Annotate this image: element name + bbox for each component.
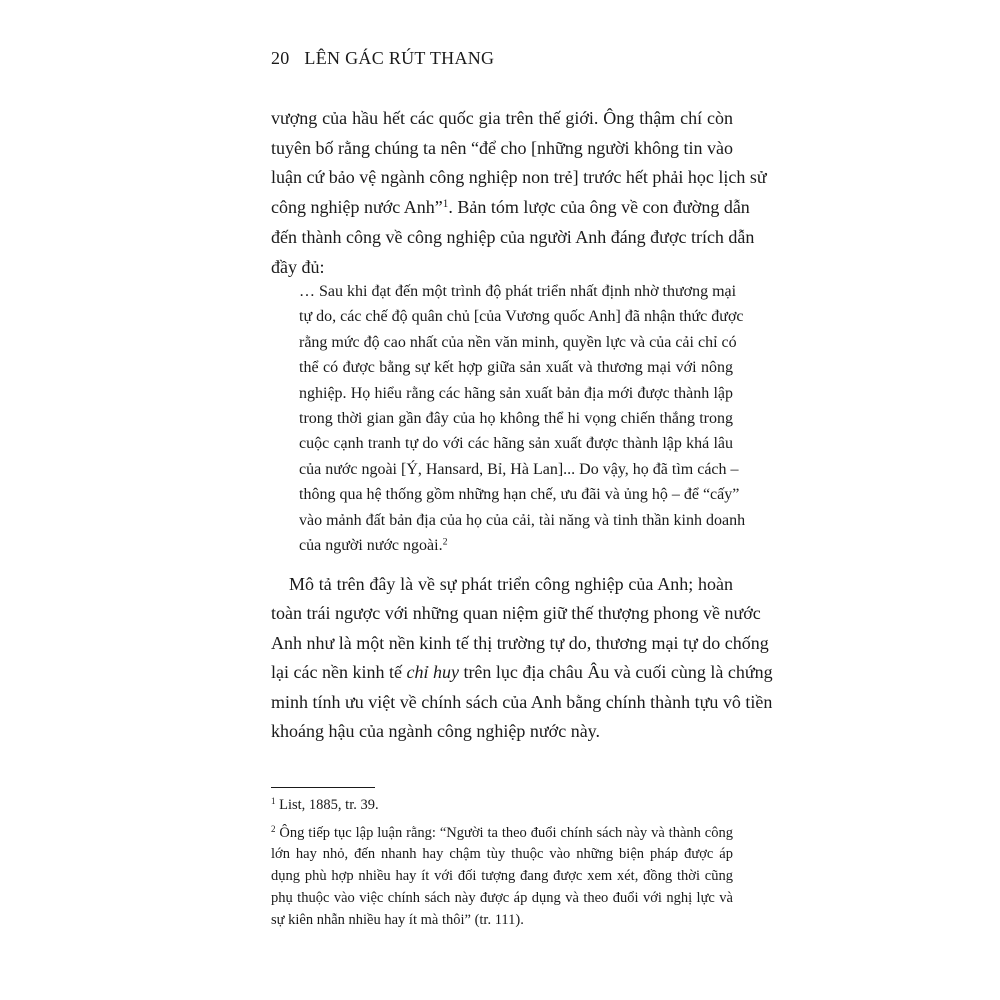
quote-line: cuộc cạnh tranh tự do với các hãng sản xuất được thành lập khá lâu: [299, 435, 733, 453]
text-segment: công nghiệp nước Anh”: [271, 197, 443, 218]
text-segment: của người nước ngoài.: [299, 537, 443, 555]
text-line: [271, 193, 750, 223]
text-line: toàn trái ngược với những quan niệm giữ thế thượng phong về nước: [271, 603, 761, 624]
footnote-line: dụng phù hợp nhiều hay ít với đối tượng đang được xem xét, đồng thời cũng: [271, 868, 733, 885]
footnote-separator: [271, 787, 375, 788]
text-line: khoáng hậu của ngành công nghiệp nước này.: [271, 721, 601, 742]
text-segment: trên lục địa châu Âu và cuối cùng là chứng: [458, 662, 773, 683]
quote-line: … Sau khi đạt đến một trình độ phát triển nhất định nhờ thương mại: [299, 283, 737, 300]
quote-line: rằng mức độ cao nhất của nền văn minh, quyền lực và của cải chỉ có: [299, 333, 737, 351]
footnote-line: phụ thuộc vào việc chính sách này được áp dụng và theo đuổi với nghị lực và: [271, 889, 733, 906]
text-line: Anh như là một nền kinh tế thị trường tự do, thương mại tự do chống: [271, 632, 769, 653]
text-line: [271, 658, 773, 687]
footnote-2: [271, 823, 733, 932]
running-header: [271, 48, 494, 69]
footnote-1: [271, 795, 733, 817]
text-line: đến thành công về công nghiệp của người Anh đáng được trích dẫn: [271, 226, 755, 247]
text-line: tuyên bố rằng chúng ta nên “để cho [những người không tin vào: [271, 137, 733, 158]
footnote-line: [271, 795, 733, 817]
text-segment: . Bản tóm lược của ông về con đường dẫn: [448, 197, 750, 218]
text-line: minh tính ưu việt về chính sách của Anh bằng chính thành tựu vô tiền: [271, 691, 773, 712]
quote-line: tự do, các chế độ quân chủ [của Vương quốc Anh] đã nhận thức được: [299, 308, 744, 326]
footnote-ref-1: 1: [442, 197, 449, 210]
footnote-ref-2: 2: [442, 536, 448, 548]
footnote-number: 2: [271, 823, 276, 834]
page-number: 20: [271, 48, 290, 68]
block-quote: [299, 279, 746, 558]
quote-line: nghiệp. Họ hiểu rằng các hãng sản xuất bản địa mới được thành lập: [299, 384, 733, 402]
text-segment: Ông tiếp tục lập luận rằng: “Người ta theo đuổi chính sách này và thành công: [279, 824, 733, 841]
footnotes: [271, 795, 733, 931]
text-line: vượng của hầu hết các quốc gia trên thế giới. Ông thậm chí còn: [271, 108, 733, 128]
footnote-line: [271, 823, 733, 845]
text-line: đầy đủ:: [271, 256, 325, 277]
text-segment: List, 1885, tr. 39.: [279, 797, 379, 813]
text-line: Mô tả trên đây là về sự phát triển công nghiệp của Anh; hoàn: [289, 574, 733, 594]
footnote-number: 1: [271, 796, 276, 807]
book-title: LÊN GÁC RÚT THANG: [304, 48, 495, 68]
quote-line: [299, 533, 733, 558]
quote-line: thông qua hệ thống gồm những hạn chế, ưu đãi và ủng hộ – để “cấy”: [299, 486, 740, 504]
quote-line: vào mảnh đất bản địa của họ của cải, tài năng và tinh thần kinh doanh: [299, 511, 746, 529]
text-line: luận cứ bảo vệ ngành công nghiệp non trẻ] trước hết phải học lịch sử: [271, 167, 767, 188]
footnote-line: sự kiên nhẫn nhiều hay ít mà thôi” (tr. 111).: [271, 911, 524, 928]
body-paragraph-1: [271, 104, 767, 282]
body-paragraph-2: [271, 570, 773, 746]
footnote-line: lớn hay nhỏ, đến nhanh hay chậm tùy thuộc vào những biện pháp được áp: [271, 846, 733, 863]
italic-term: chỉ huy: [406, 662, 459, 683]
quote-line: của nước ngoài [Ý, Hansard, Bỉ, Hà Lan]... Do vậy, họ đã tìm cách –: [299, 460, 739, 478]
text-segment: lại các nền kinh tế: [271, 662, 407, 683]
quote-line: trong thời gian gần đây của họ không thể hi vọng chiến thắng trong: [299, 410, 733, 428]
quote-line: thể có được bằng sự kết hợp giữa sản xuất và thương mại với nông: [299, 359, 733, 377]
